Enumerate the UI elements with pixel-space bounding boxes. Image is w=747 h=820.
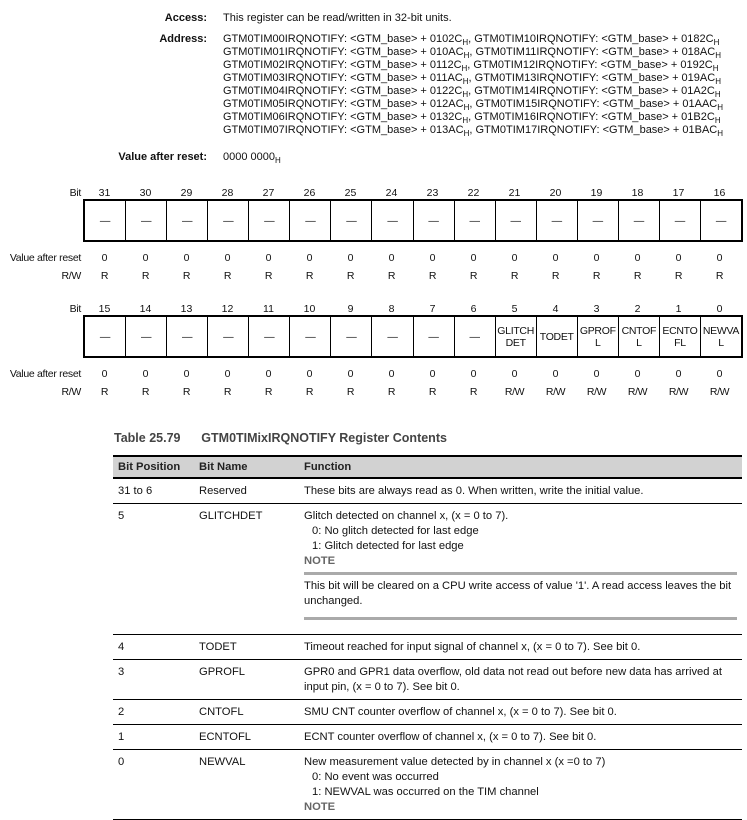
address-a: GTM0TIM05IRQNOTIFY: <GTM_base> + 012AC xyxy=(223,98,464,110)
bit-field: — xyxy=(372,317,413,356)
bit-number: 6 xyxy=(470,303,477,315)
bit-position: 1 xyxy=(113,725,194,750)
bit-number: 30 xyxy=(139,187,152,199)
function-option: 0: No glitch detected for last edge xyxy=(312,525,479,537)
bit-field: NEWVA L xyxy=(702,324,740,349)
address-line: GTM0TIM04IRQNOTIFY: <GTM_base> + $0122C_H$, GTM0TIM14IRQNOTIFY: <GTM_base> + $01A2C_H$ xyxy=(223,85,721,99)
reset-values xyxy=(84,368,740,380)
bit-number: 2 xyxy=(634,303,641,315)
bit-number: 21 xyxy=(508,187,521,199)
bit-number: 18 xyxy=(631,187,644,199)
address-line: GTM0TIM06IRQNOTIFY: <GTM_base> + $0132C_H$, GTM0TIM16IRQNOTIFY: <GTM_base> + $01B2C_H$ xyxy=(223,111,721,125)
bit-field: — xyxy=(414,317,455,356)
function-option: 1: Glitch detected for last edge xyxy=(312,540,464,552)
bit-field: — xyxy=(414,201,455,240)
bit-number: 12 xyxy=(221,303,234,315)
rw-bit: R xyxy=(387,386,396,398)
bit-name: GLITCHDET xyxy=(194,504,299,635)
bit-number: 28 xyxy=(221,187,234,199)
bit-field: — xyxy=(249,317,290,356)
rw-bit: R/W xyxy=(668,386,689,398)
hex-suffix: H xyxy=(461,64,468,73)
bit-field: — xyxy=(208,201,249,240)
reset-bit: 0 xyxy=(142,252,149,264)
bit-number: 4 xyxy=(552,303,559,315)
rw-bit: R xyxy=(551,270,560,282)
bit-field: — xyxy=(85,201,126,240)
bit-name: NEWVAL xyxy=(194,750,299,820)
bit-field: — xyxy=(290,317,331,356)
reset-bit: 0 xyxy=(511,368,518,380)
address-a: GTM0TIM06IRQNOTIFY: <GTM_base> + 0132C xyxy=(223,111,463,123)
access-label: Access: xyxy=(164,12,207,24)
address-a: GTM0TIM07IRQNOTIFY: <GTM_base> + 013AC xyxy=(223,124,464,136)
address-list xyxy=(223,33,723,137)
reset-bit: 0 xyxy=(306,252,313,264)
reset-bit: 0 xyxy=(634,368,641,380)
address-b: GTM0TIM16IRQNOTIFY: <GTM_base> + 01B2C xyxy=(474,111,715,123)
bit-number: 26 xyxy=(303,187,316,199)
function-cell xyxy=(299,725,742,750)
bit-position: 5 xyxy=(113,504,194,635)
bit-field: — xyxy=(455,317,496,356)
hex-suffix: H xyxy=(275,156,281,165)
rw-values xyxy=(84,270,740,282)
table-row xyxy=(113,478,742,504)
bit-field-box xyxy=(83,315,743,358)
reset-bit: 0 xyxy=(101,252,108,264)
bit-field: — xyxy=(455,201,496,240)
bit-field: — xyxy=(372,201,413,240)
function-cell xyxy=(299,504,742,635)
function-text: These bits are always read as 0. When written, write the initial value. xyxy=(304,485,644,497)
bit-number: 24 xyxy=(385,187,398,199)
address-line: GTM0TIM01IRQNOTIFY: <GTM_base> + $010AC_H$, GTM0TIM11IRQNOTIFY: <GTM_base> + $018AC_H$ xyxy=(223,46,721,60)
note-label: NOTE xyxy=(304,555,336,567)
reset-bit: 0 xyxy=(347,368,354,380)
rw-bit: R xyxy=(592,270,601,282)
hex-suffix: H xyxy=(714,116,721,125)
function-cell xyxy=(299,750,742,820)
reset-bit: 0 xyxy=(552,368,559,380)
hex-suffix: H xyxy=(714,90,721,99)
table-row xyxy=(113,750,742,820)
bit-label: Bit xyxy=(69,303,81,315)
rw-bit: R xyxy=(305,386,314,398)
bit-field: — xyxy=(167,317,208,356)
bit-position: 4 xyxy=(113,635,194,660)
function-cell xyxy=(299,635,742,660)
bit-field: — xyxy=(715,214,727,227)
function-text: Timeout reached for input signal of channel x, (x = 0 to 7). See bit 0. xyxy=(304,641,641,653)
bit-field: GPROF L xyxy=(578,317,619,356)
rw-bit: R xyxy=(428,386,437,398)
bit-numbers xyxy=(84,187,740,199)
function-cell xyxy=(299,700,742,725)
rw-bit: R xyxy=(100,270,109,282)
reset-bit: 0 xyxy=(142,368,149,380)
rw-bit: R xyxy=(305,270,314,282)
bit-field: ECNTO FL xyxy=(660,317,701,356)
reset-bit: 0 xyxy=(183,368,190,380)
bit-number: 23 xyxy=(426,187,439,199)
bit-number: 8 xyxy=(388,303,395,315)
rw-row-label: R/W xyxy=(61,270,81,282)
function-text: ECNT counter overflow of channel x, (x = 0 to 7). See bit 0. xyxy=(304,731,597,743)
hex-suffix: H xyxy=(715,51,721,60)
col-bit-position: Bit Position xyxy=(113,456,194,478)
bit-field: — xyxy=(660,201,701,240)
bit-position: 31 to 6 xyxy=(113,478,194,504)
function-text: GPR0 and GPR1 data overflow, old data not read out before new data has arrived at input pin, (x = 0 to 7). See bit 0. xyxy=(304,666,722,693)
col-bit-name: Bit Name xyxy=(194,456,299,478)
table-title: Table 25.79 GTM0TIMixIRQNOTIFY Register Contents xyxy=(114,431,447,445)
bit-numbers xyxy=(84,303,740,315)
hex-suffix: H xyxy=(462,116,469,125)
rw-bit: R xyxy=(469,270,478,282)
reset-bit: 0 xyxy=(388,252,395,264)
rw-bit: R xyxy=(387,270,396,282)
bit-field: — xyxy=(578,201,619,240)
function-cell xyxy=(299,660,742,700)
rw-bit: R xyxy=(182,386,191,398)
hex-suffix: H xyxy=(462,38,469,47)
rw-bit: R xyxy=(633,270,642,282)
rw-bit: R xyxy=(100,386,109,398)
bit-number: 9 xyxy=(347,303,354,315)
address-line: GTM0TIM07IRQNOTIFY: <GTM_base> + $013AC_H$, GTM0TIM17IRQNOTIFY: <GTM_base> + $01BAC_H$ xyxy=(223,124,724,138)
address-line: GTM0TIM03IRQNOTIFY: <GTM_base> + $011AC_H$, GTM0TIM13IRQNOTIFY: <GTM_base> + $019AC_H$ xyxy=(223,72,721,86)
rw-bit: R xyxy=(346,270,355,282)
reset-value xyxy=(223,151,281,163)
bit-field: — xyxy=(331,317,372,356)
bit-number: 17 xyxy=(672,187,685,199)
reset-bit: 0 xyxy=(429,252,436,264)
bit-position: 0 xyxy=(113,750,194,820)
address-a: GTM0TIM04IRQNOTIFY: <GTM_base> + 0122C xyxy=(223,85,463,97)
bit-field: — xyxy=(496,201,537,240)
bit-number: 10 xyxy=(303,303,316,315)
rw-bit: R/W xyxy=(586,386,607,398)
reset-bit: 0 xyxy=(265,368,272,380)
bit-number: 0 xyxy=(716,303,723,315)
rw-values xyxy=(84,386,740,398)
reset-bit: 0 xyxy=(183,252,190,264)
rw-bit: R xyxy=(428,270,437,282)
bit-name: Reserved xyxy=(194,478,299,504)
bit-position: 2 xyxy=(113,700,194,725)
bit-number: 31 xyxy=(98,187,111,199)
bit-number: 25 xyxy=(344,187,357,199)
bit-field: — xyxy=(167,201,208,240)
bit-number: 3 xyxy=(593,303,600,315)
rw-bit: R xyxy=(182,270,191,282)
hex-suffix: H xyxy=(463,51,470,60)
bit-name: GPROFL xyxy=(194,660,299,700)
table-row xyxy=(113,660,742,700)
bit-field: TODET xyxy=(537,317,578,356)
bit-field: — xyxy=(85,317,126,356)
bit-name: CNTOFL xyxy=(194,700,299,725)
rw-bit: R xyxy=(223,386,232,398)
bit-number: 15 xyxy=(98,303,111,315)
bit-field: — xyxy=(537,201,578,240)
hex-suffix: H xyxy=(713,38,720,47)
address-b: GTM0TIM11IRQNOTIFY: <GTM_base> + 018AC xyxy=(475,46,716,58)
address-a: GTM0TIM01IRQNOTIFY: <GTM_base> + 010AC xyxy=(223,46,464,58)
bit-name: ECNTOFL xyxy=(194,725,299,750)
bit-number: 20 xyxy=(549,187,562,199)
bit-number: 11 xyxy=(263,303,274,315)
function-text: Glitch detected on channel x, (x = 0 to 7). xyxy=(304,510,509,522)
bit-field: — xyxy=(249,201,290,240)
bit-field: — xyxy=(290,201,331,240)
reset-bit: 0 xyxy=(470,368,477,380)
bit-field-box xyxy=(83,199,743,242)
bit-number: 22 xyxy=(467,187,480,199)
address-line: GTM0TIM00IRQNOTIFY: <GTM_base> + $0102C_H$, GTM0TIM10IRQNOTIFY: <GTM_base> + $0182C_H$ xyxy=(223,33,720,47)
reset-bit: 0 xyxy=(224,368,231,380)
bit-field: — xyxy=(208,317,249,356)
bit-position: 3 xyxy=(113,660,194,700)
address-b: GTM0TIM13IRQNOTIFY: <GTM_base> + 019AC xyxy=(474,72,716,84)
bit-number: 16 xyxy=(713,187,726,199)
bit-field: — xyxy=(126,201,167,240)
hex-suffix: H xyxy=(715,77,721,86)
hex-suffix: H xyxy=(463,129,470,138)
reset-bit: 0 xyxy=(675,368,682,380)
hex-suffix: H xyxy=(717,103,724,112)
rw-bit: R/W xyxy=(709,386,730,398)
reset-values xyxy=(84,252,740,264)
reset-bit: 0 xyxy=(224,252,231,264)
rw-bit: R xyxy=(469,386,478,398)
address-b: GTM0TIM15IRQNOTIFY: <GTM_base> + 01AAC xyxy=(475,98,718,110)
hex-suffix: H xyxy=(717,129,724,138)
reset-bit: 0 xyxy=(593,252,600,264)
rw-bit: R xyxy=(223,270,232,282)
reset-bit: 0 xyxy=(470,252,477,264)
rw-bit: R xyxy=(510,270,519,282)
reset-bit: 0 xyxy=(511,252,518,264)
reset-bit: 0 xyxy=(306,368,313,380)
reset-bit: 0 xyxy=(675,252,682,264)
rw-bit: R xyxy=(346,386,355,398)
bit-name: TODET xyxy=(194,635,299,660)
bit-number: 14 xyxy=(139,303,152,315)
address-a: GTM0TIM00IRQNOTIFY: <GTM_base> + 0102C xyxy=(223,33,463,45)
table-row xyxy=(113,700,742,725)
address-a: GTM0TIM03IRQNOTIFY: <GTM_base> + 011AC xyxy=(223,72,463,84)
rw-bit: R xyxy=(141,270,150,282)
reset-value-text: 0000 0000 xyxy=(223,151,275,163)
rw-row-label: R/W xyxy=(61,386,81,398)
hex-suffix: H xyxy=(463,103,470,112)
reset-bit: 0 xyxy=(429,368,436,380)
rw-bit: R xyxy=(264,270,273,282)
rw-bit: R/W xyxy=(545,386,566,398)
address-b: GTM0TIM14IRQNOTIFY: <GTM_base> + 01A2C xyxy=(474,85,715,97)
reset-row-label: Value after reset xyxy=(9,368,81,380)
reset-row-label: Value after reset xyxy=(9,252,81,264)
rw-bit: R/W xyxy=(504,386,525,398)
table-row xyxy=(113,504,742,635)
table-row xyxy=(113,725,742,750)
address-b: GTM0TIM12IRQNOTIFY: <GTM_base> + 0192C xyxy=(473,59,713,71)
reset-bit: 0 xyxy=(388,368,395,380)
function-cell xyxy=(299,478,742,504)
rw-bit: R xyxy=(715,270,724,282)
bit-number: 1 xyxy=(675,303,682,315)
bit-number: 13 xyxy=(180,303,193,315)
hex-suffix: H xyxy=(462,77,469,86)
address-a: GTM0TIM02IRQNOTIFY: <GTM_base> + 0112C xyxy=(223,59,462,71)
bit-field: — xyxy=(331,201,372,240)
reset-bit: 0 xyxy=(347,252,354,264)
reset-bit: 0 xyxy=(265,252,272,264)
register-contents-table xyxy=(113,455,742,820)
address-label: Address: xyxy=(159,33,207,45)
hex-suffix: H xyxy=(712,64,719,73)
function-text: New measurement value detected by in channel x (x =0 to 7) xyxy=(304,756,606,768)
rw-bit: R xyxy=(264,386,273,398)
hex-suffix: H xyxy=(462,90,469,99)
bit-number: 7 xyxy=(429,303,436,315)
reset-bit: 0 xyxy=(634,252,641,264)
bit-field: — xyxy=(126,317,167,356)
note-text: This bit will be cleared on a CPU write access of value '1'. A read access leaves the bit unchanged. xyxy=(304,572,737,620)
bit-field: GLITCH DET xyxy=(496,317,537,356)
reset-bit: 0 xyxy=(552,252,559,264)
access-value: This register can be read/written in 32-bit units. xyxy=(223,12,452,24)
bit-field: — xyxy=(619,201,660,240)
bit-number: 27 xyxy=(262,187,275,199)
reset-bit: 0 xyxy=(716,252,723,264)
function-option: 1: NEWVAL was occurred on the TIM channel xyxy=(312,786,539,798)
reset-bit: 0 xyxy=(593,368,600,380)
bit-number: 5 xyxy=(511,303,518,315)
address-b: GTM0TIM10IRQNOTIFY: <GTM_base> + 0182C xyxy=(474,33,714,45)
rw-bit: R xyxy=(141,386,150,398)
rw-bit: R xyxy=(674,270,683,282)
bit-number: 19 xyxy=(590,187,603,199)
reset-bit: 0 xyxy=(101,368,108,380)
bit-number: 29 xyxy=(180,187,193,199)
bit-field: CNTOF L xyxy=(619,317,660,356)
function-text: SMU CNT counter overflow of channel x, (x = 0 to 7). See bit 0. xyxy=(304,706,617,718)
col-function: Function xyxy=(299,456,742,478)
address-line: GTM0TIM02IRQNOTIFY: <GTM_base> + $0112C_H$, GTM0TIM12IRQNOTIFY: <GTM_base> + $0192C_H$ xyxy=(223,59,719,73)
rw-bit: R/W xyxy=(627,386,648,398)
bit-label: Bit xyxy=(69,187,81,199)
table-row xyxy=(113,635,742,660)
function-option: 0: No event was occurred xyxy=(312,771,439,783)
reset-bit: 0 xyxy=(716,368,723,380)
address-line: GTM0TIM05IRQNOTIFY: <GTM_base> + $012AC_H$, GTM0TIM15IRQNOTIFY: <GTM_base> + $01AAC_H$ xyxy=(223,98,724,112)
note-label: NOTE xyxy=(304,801,336,813)
reset-label: Value after reset: xyxy=(118,151,207,163)
address-b: GTM0TIM17IRQNOTIFY: <GTM_base> + 01BAC xyxy=(475,124,718,136)
